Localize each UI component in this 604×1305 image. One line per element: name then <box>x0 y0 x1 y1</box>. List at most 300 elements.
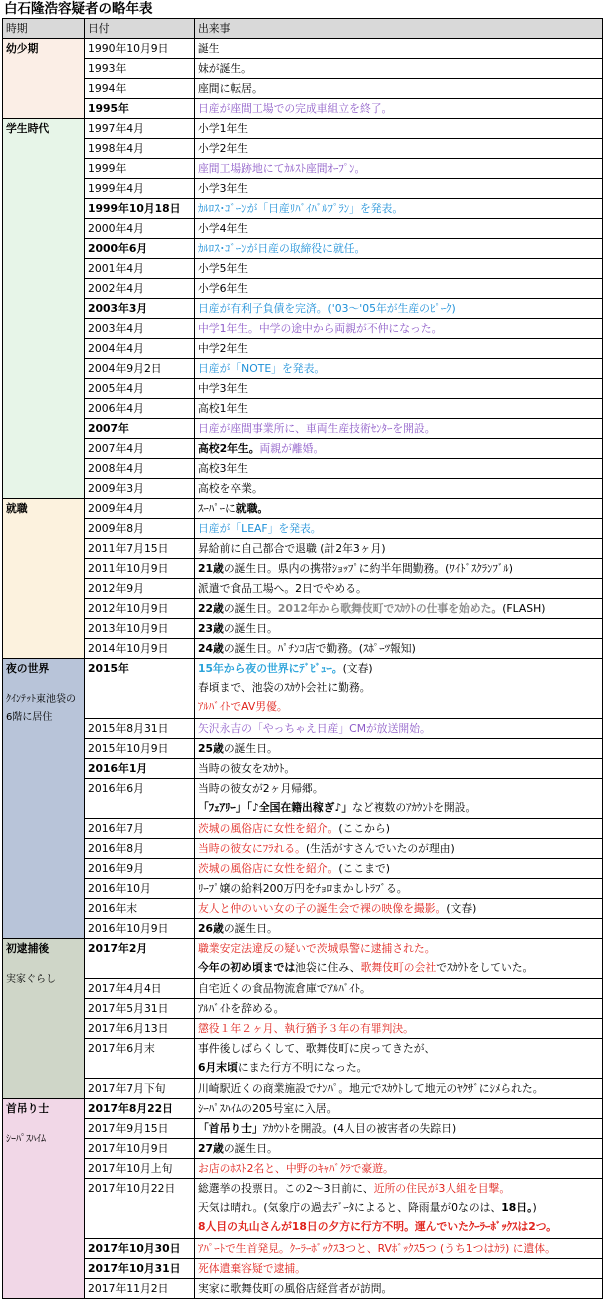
event-text: 21歳 <box>198 562 224 575</box>
date-cell: 2009年4月 <box>85 499 195 519</box>
event-cell <box>195 779 603 819</box>
event-line <box>198 99 599 118</box>
event-text: (生活がすさんでいたのが理由) <box>305 842 455 855</box>
event-cell <box>195 59 603 79</box>
event-text: の誕生日。 <box>223 602 278 615</box>
event-text: 日産が座間工場での完成車組立を終了。 <box>198 102 393 115</box>
timeline-row <box>3 379 603 399</box>
timeline-row <box>3 219 603 239</box>
event-text: (FLASH) <box>502 602 546 615</box>
event-text: 懲役１年２ヶ月、執行猶予３年の有罪判決。 <box>198 1022 414 1035</box>
event-text: 当時の彼女にﾌﾗれる。 <box>198 842 306 855</box>
event-text: 日産が有利子負債を完済。('03～'05年が生産のﾋﾟｰｸ) <box>198 302 456 315</box>
date-cell: 1999年4月 <box>85 179 195 199</box>
event-line <box>198 619 599 638</box>
event-text: ｶﾙﾛｽ･ｺﾞｰﾝが日産の取締役に就任。 <box>198 242 366 255</box>
event-text: の誕生日。 <box>223 622 278 635</box>
date-cell: 2017年10月31日 <box>85 1259 195 1279</box>
event-text: 中学1年生。中学の途中から両親が不仲になった。 <box>198 322 443 335</box>
timeline-row <box>3 619 603 639</box>
event-cell <box>195 99 603 119</box>
event-text: の誕生日。ﾊﾟﾁﾝｺ店で勤務。(ｽﾎﾟｰﾂ報知) <box>223 642 416 655</box>
event-cell <box>195 159 603 179</box>
page-title: 白石隆浩容疑者の略年表 <box>4 1 153 17</box>
event-text: 小学2年生 <box>198 142 249 155</box>
event-line <box>198 119 599 138</box>
event-cell <box>195 39 603 59</box>
event-line <box>198 519 599 538</box>
event-text: 両親が離婚。 <box>259 442 325 455</box>
event-cell <box>195 1019 603 1039</box>
timeline-row <box>3 999 603 1019</box>
event-cell <box>195 539 603 559</box>
event-cell <box>195 899 603 919</box>
date-cell: 2017年8月22日 <box>85 1099 195 1119</box>
timeline-row <box>3 1119 603 1139</box>
event-text: 「ﾌｪｱﾘｰ」「♪全国在籍出稼ぎ♪」 <box>198 801 353 814</box>
event-text: 「首吊り士」 <box>198 1122 263 1135</box>
date-cell: 1997年4月 <box>85 119 195 139</box>
timeline-row <box>3 79 603 99</box>
date-cell: 2017年10月9日 <box>85 1139 195 1159</box>
timeline-row <box>3 419 603 439</box>
date-header: 日付 <box>85 19 195 39</box>
date-cell: 2016年9月 <box>85 859 195 879</box>
event-line <box>198 859 599 878</box>
event-cell <box>195 1159 603 1179</box>
event-line <box>198 579 599 598</box>
event-line <box>198 459 599 478</box>
event-cell <box>195 559 603 579</box>
event-text: 川崎駅近くの商業施設でﾅﾝﾊﾟ。地元でｽｶｳﾄして地元のﾔｸｻﾞにｼﾒられた。 <box>198 1082 544 1095</box>
date-cell: 2006年4月 <box>85 399 195 419</box>
event-text: 2012年から歌舞伎町でｽｶｳﾄの仕事を始めた。 <box>277 602 503 615</box>
timeline-row <box>3 319 603 339</box>
event-line <box>198 379 599 398</box>
event-line <box>198 659 599 678</box>
event-line <box>198 39 599 58</box>
event-line <box>198 798 599 817</box>
event-text: 当時の彼女をｽｶｳﾄ。 <box>198 762 296 775</box>
event-cell <box>195 739 603 759</box>
event-text: 座間工場跡地にてｶﾙｽﾄ座間ｵｰﾌﾟﾝ。 <box>198 162 366 175</box>
date-cell: 2004年4月 <box>85 339 195 359</box>
timeline-row <box>3 759 603 779</box>
event-text: (文春) <box>342 662 373 675</box>
event-text: 死体遺棄容疑で逮捕。 <box>198 1262 306 1275</box>
event-line <box>198 1079 599 1098</box>
event-line <box>198 1058 599 1077</box>
event-line <box>198 1279 599 1298</box>
era-header: 時期 <box>3 19 85 39</box>
event-cell <box>195 259 603 279</box>
event-line <box>198 678 599 697</box>
event-line <box>198 559 599 578</box>
event-line <box>198 599 599 618</box>
era-cell <box>3 39 85 119</box>
event-text: 小学6年生 <box>198 282 249 295</box>
timeline-row <box>3 539 603 559</box>
event-line <box>198 1217 599 1236</box>
date-cell: 2016年10月9日 <box>85 919 195 939</box>
event-cell <box>195 379 603 399</box>
timeline-row <box>3 919 603 939</box>
date-cell: 2016年8月 <box>85 839 195 859</box>
event-cell <box>195 979 603 999</box>
event-text: 25歳 <box>198 742 224 755</box>
event-text: にまた行方不明になった。 <box>237 1061 368 1074</box>
event-text: 日産が「NOTE」を発表。 <box>198 362 326 375</box>
event-text: 昇給前に自己都合で退職 (計2年3ヶ月) <box>198 542 386 555</box>
event-cell <box>195 859 603 879</box>
event-line <box>198 59 599 78</box>
event-line <box>198 958 599 977</box>
timeline-row <box>3 459 603 479</box>
event-cell <box>195 919 603 939</box>
event-cell <box>195 459 603 479</box>
event-cell <box>195 119 603 139</box>
timeline-row <box>3 739 603 759</box>
event-line <box>198 819 599 838</box>
event-cell <box>195 599 603 619</box>
event-line <box>198 479 599 498</box>
date-cell: 2017年7月下旬 <box>85 1079 195 1099</box>
era-label: 学生時代 <box>6 122 50 135</box>
event-line <box>198 1259 599 1278</box>
date-cell: 2001年4月 <box>85 259 195 279</box>
event-text: 歌舞伎町の会社 <box>360 961 437 974</box>
event-text: 池袋に住み、 <box>295 961 361 974</box>
event-text: (ここまで) <box>338 862 390 875</box>
event-cell <box>195 79 603 99</box>
event-line <box>198 1139 599 1158</box>
event-line <box>198 339 599 358</box>
timeline-row <box>3 659 603 719</box>
date-cell: 2016年7月 <box>85 819 195 839</box>
event-cell <box>195 619 603 639</box>
event-text: 今年の初め頃までは <box>198 961 296 974</box>
event-line <box>198 979 599 998</box>
event-cell <box>195 839 603 859</box>
timeline-row <box>3 839 603 859</box>
era-sublabel: 実家ぐらし <box>6 974 56 985</box>
timeline-row <box>3 1079 603 1099</box>
event-line <box>198 179 599 198</box>
timeline-row <box>3 1159 603 1179</box>
event-cell <box>195 819 603 839</box>
event-text: 天気は晴れ。(気象庁の過去ﾃﾞｰﾀによると、降雨量が0なのは、 <box>198 1201 502 1214</box>
timeline-row <box>3 1039 603 1079</box>
event-text: 8人目の丸山さんが18日の夕方に行方不明。運んでいたｸｰﾗｰﾎﾞｯｸｽは2つ。 <box>198 1220 557 1233</box>
event-cell <box>195 179 603 199</box>
date-cell: 1993年 <box>85 59 195 79</box>
event-line <box>198 899 599 918</box>
event-text: 事件後しばらくして、歌舞伎町に戻ってきたが、 <box>198 1042 436 1055</box>
event-cell <box>195 1099 603 1119</box>
event-text: 近所の住民が3人組を目撃。 <box>373 1182 511 1195</box>
event-cell <box>195 1039 603 1079</box>
timeline-row <box>3 819 603 839</box>
event-text: 小学3年生 <box>198 182 249 195</box>
event-cell <box>195 139 603 159</box>
event-line <box>198 259 599 278</box>
timeline-row <box>3 159 603 179</box>
event-line <box>198 1159 599 1178</box>
event-text: 派遣で食品工場へ。2日でやめる。 <box>198 582 367 595</box>
event-cell <box>195 659 603 719</box>
event-line <box>198 839 599 858</box>
event-text: 就職。 <box>235 502 269 515</box>
event-line <box>198 779 599 798</box>
date-cell: 2017年6月13日 <box>85 1019 195 1039</box>
event-text: 小学5年生 <box>198 262 249 275</box>
event-text: 職業安定法違反の疑いで茨城県警に逮捕された。 <box>198 942 436 955</box>
era-sublabel: ｸｲﾝﾃｯﾄ東池袋の6階に居住 <box>6 694 76 723</box>
event-line <box>198 1119 599 1138</box>
date-cell: 1998年4月 <box>85 139 195 159</box>
event-text: お店のﾎｽﾄ2名と、中野のｷｬﾊﾞｸﾗで豪遊。 <box>198 1162 394 1175</box>
event-text: ｽｰﾊﾟｰに <box>198 502 236 515</box>
event-cell <box>195 419 603 439</box>
event-cell <box>195 1279 603 1299</box>
event-cell <box>195 499 603 519</box>
event-line <box>198 759 599 778</box>
event-text: 矢沢永吉の「やっちゃえ日産」CMが放送開始。 <box>198 722 431 735</box>
event-text: 総選挙の投票日。この2～3日前に、 <box>198 1182 374 1195</box>
event-line <box>198 499 599 518</box>
timeline-row <box>3 519 603 539</box>
timeline-row <box>3 139 603 159</box>
event-text: の誕生日。 <box>223 922 278 935</box>
event-cell <box>195 299 603 319</box>
event-text: (ここから) <box>338 822 390 835</box>
event-cell <box>195 719 603 739</box>
timeline-row <box>3 1279 603 1299</box>
date-cell: 2016年末 <box>85 899 195 919</box>
date-cell: 2017年2月 <box>85 939 195 979</box>
timeline-row <box>3 59 603 79</box>
event-text: 座間に転居。 <box>198 82 263 95</box>
timeline-body <box>3 39 603 1299</box>
event-cell <box>195 519 603 539</box>
event-text: 実家に歌舞伎町の風俗店経営者が訪問。 <box>198 1282 393 1295</box>
event-text: 23歳 <box>198 622 224 635</box>
event-cell <box>195 879 603 899</box>
date-cell: 2007年 <box>85 419 195 439</box>
event-line <box>198 399 599 418</box>
era-cell <box>3 499 85 659</box>
event-line <box>198 419 599 438</box>
event-line <box>198 79 599 98</box>
event-cell <box>195 639 603 659</box>
event-text: 日産が「LEAF」を発表。 <box>198 522 322 535</box>
event-line <box>198 739 599 758</box>
timeline-row <box>3 39 603 59</box>
event-text: 27歳 <box>198 1142 224 1155</box>
date-cell: 2012年9月 <box>85 579 195 599</box>
event-line <box>198 1198 599 1217</box>
event-cell <box>195 199 603 219</box>
event-cell <box>195 1259 603 1279</box>
event-text: ) <box>532 1201 537 1214</box>
event-cell <box>195 759 603 779</box>
timeline-row <box>3 1239 603 1259</box>
date-cell: 2017年10月22日 <box>85 1179 195 1239</box>
event-line <box>198 199 599 218</box>
event-text: 15年から夜の世界にﾃﾞﾋﾞｭｰ。 <box>198 662 343 675</box>
date-cell: 2009年8月 <box>85 519 195 539</box>
date-cell: 2014年10月9日 <box>85 639 195 659</box>
date-cell: 1999年 <box>85 159 195 179</box>
event-text: 22歳 <box>198 602 224 615</box>
timeline-row <box>3 279 603 299</box>
event-text: 18日。 <box>501 1201 533 1214</box>
era-label: 就職 <box>6 502 28 515</box>
date-cell: 2015年10月9日 <box>85 739 195 759</box>
timeline-row <box>3 599 603 619</box>
timeline-row <box>3 559 603 579</box>
event-text: ｶﾙﾛｽ･ｺﾞｰﾝが「日産ﾘﾊﾞｲﾊﾞﾙﾌﾟﾗﾝ」を発表。 <box>198 202 404 215</box>
date-cell: 2016年10月 <box>85 879 195 899</box>
event-line <box>198 1039 599 1058</box>
date-cell: 2017年10月上旬 <box>85 1159 195 1179</box>
event-line <box>198 239 599 258</box>
timeline-row <box>3 239 603 259</box>
event-text: 誕生 <box>198 42 220 55</box>
event-text: (文春) <box>446 902 477 915</box>
era-sublabel: ｼｰﾊﾟｽﾊｲﾑ <box>6 1134 46 1145</box>
era-label: 夜の世界 <box>6 662 50 675</box>
event-line <box>198 279 599 298</box>
timeline-row <box>3 359 603 379</box>
event-text: ｱﾙﾊﾞｲﾄを辞める。 <box>198 1002 285 1015</box>
timeline-row <box>3 899 603 919</box>
date-cell: 2000年4月 <box>85 219 195 239</box>
header-row <box>3 19 603 39</box>
date-cell: 2017年11月2日 <box>85 1279 195 1299</box>
timeline-row <box>3 719 603 739</box>
timeline-row <box>3 199 603 219</box>
timeline-row <box>3 879 603 899</box>
timeline-row <box>3 259 603 279</box>
event-text: の誕生日。県内の携帯ｼｮｯﾌﾟに約半年間勤務。(ﾜｲﾄﾞｽｸﾗﾝﾌﾞﾙ) <box>223 562 513 575</box>
timeline-row <box>3 299 603 319</box>
timeline-row <box>3 179 603 199</box>
date-cell: 2017年4月4日 <box>85 979 195 999</box>
event-text: ｱｶｳﾝﾄを開設。(4人目の被害者の失踪日) <box>262 1122 457 1135</box>
date-cell: 2017年10月30日 <box>85 1239 195 1259</box>
timeline-row <box>3 499 603 519</box>
event-line <box>198 299 599 318</box>
event-line <box>198 219 599 238</box>
timeline-row <box>3 1259 603 1279</box>
date-cell: 2015年8月31日 <box>85 719 195 739</box>
era-cell <box>3 1099 85 1299</box>
date-cell: 2016年1月 <box>85 759 195 779</box>
event-text: 茨城の風俗店に女性を紹介。 <box>198 862 339 875</box>
event-text: ﾘｰﾌﾟ嬢の給料200万円をﾁｮﾛまかしﾄﾗﾌﾞる。 <box>198 882 408 895</box>
timeline-row <box>3 579 603 599</box>
event-line <box>198 879 599 898</box>
date-cell: 1990年10月9日 <box>85 39 195 59</box>
event-line <box>198 719 599 738</box>
era-label: 幼少期 <box>6 42 39 55</box>
event-text: など複数のｱｶｳﾝﾄを開設。 <box>352 801 477 814</box>
date-cell: 1994年 <box>85 79 195 99</box>
event-text: 自宅近くの食品物流倉庫でｱﾙﾊﾞｲﾄ。 <box>198 982 371 995</box>
event-line <box>198 919 599 938</box>
event-text: 高校3年生 <box>198 462 249 475</box>
date-cell: 2016年6月 <box>85 779 195 819</box>
event-text: 24歳 <box>198 642 224 655</box>
date-cell: 2002年4月 <box>85 279 195 299</box>
event-header: 出来事 <box>195 19 603 39</box>
event-line <box>198 1099 599 1118</box>
timeline-row <box>3 979 603 999</box>
date-cell: 2008年4月 <box>85 459 195 479</box>
event-text: 小学4年生 <box>198 222 249 235</box>
event-line <box>198 639 599 658</box>
event-text: 日産が座間事業所に、車両生産技術ｾﾝﾀｰを開設。 <box>198 422 436 435</box>
date-cell: 2007年4月 <box>85 439 195 459</box>
event-cell <box>195 1179 603 1239</box>
event-line <box>198 539 599 558</box>
event-line <box>198 999 599 1018</box>
event-cell <box>195 439 603 459</box>
event-text: 高校1年生 <box>198 402 249 415</box>
era-cell <box>3 939 85 1099</box>
event-line <box>198 319 599 338</box>
era-label: 初逮捕後 <box>6 942 50 955</box>
event-text: 中学3年生 <box>198 382 249 395</box>
timeline-row <box>3 639 603 659</box>
timeline-row <box>3 1139 603 1159</box>
event-cell <box>195 319 603 339</box>
event-line <box>198 159 599 178</box>
event-cell <box>195 579 603 599</box>
era-label: 首吊り士 <box>6 1102 50 1115</box>
date-cell: 2015年 <box>85 659 195 719</box>
event-text: 小学1年生 <box>198 122 249 135</box>
event-line <box>198 1179 599 1198</box>
date-cell: 1999年10月18日 <box>85 199 195 219</box>
event-cell <box>195 1079 603 1099</box>
timeline-row <box>3 439 603 459</box>
event-text: ｱﾙﾊﾞｲﾄでAV男優。 <box>198 700 288 713</box>
timeline-row <box>3 939 603 979</box>
event-cell <box>195 399 603 419</box>
date-cell: 2011年10月9日 <box>85 559 195 579</box>
event-text: 高校2年生。 <box>198 442 260 455</box>
event-text: 6月末頃 <box>198 1061 238 1074</box>
timeline-row <box>3 99 603 119</box>
date-cell: 2003年4月 <box>85 319 195 339</box>
event-cell <box>195 359 603 379</box>
event-cell <box>195 999 603 1019</box>
timeline-row <box>3 859 603 879</box>
event-text: でｽｶｳﾄをしていた。 <box>436 961 534 974</box>
timeline-row <box>3 339 603 359</box>
event-text: 春頃まで、池袋のｽｶｳﾄ会社に勤務。 <box>198 681 371 694</box>
date-cell: 1995年 <box>85 99 195 119</box>
event-text: 茨城の風俗店に女性を紹介。 <box>198 822 339 835</box>
event-cell <box>195 1239 603 1259</box>
event-line <box>198 359 599 378</box>
timeline-row <box>3 1099 603 1119</box>
event-cell <box>195 239 603 259</box>
timeline-row <box>3 1019 603 1039</box>
event-text: 友人と仲のいい女の子の誕生会で裸の映像を撮影。 <box>198 902 447 915</box>
